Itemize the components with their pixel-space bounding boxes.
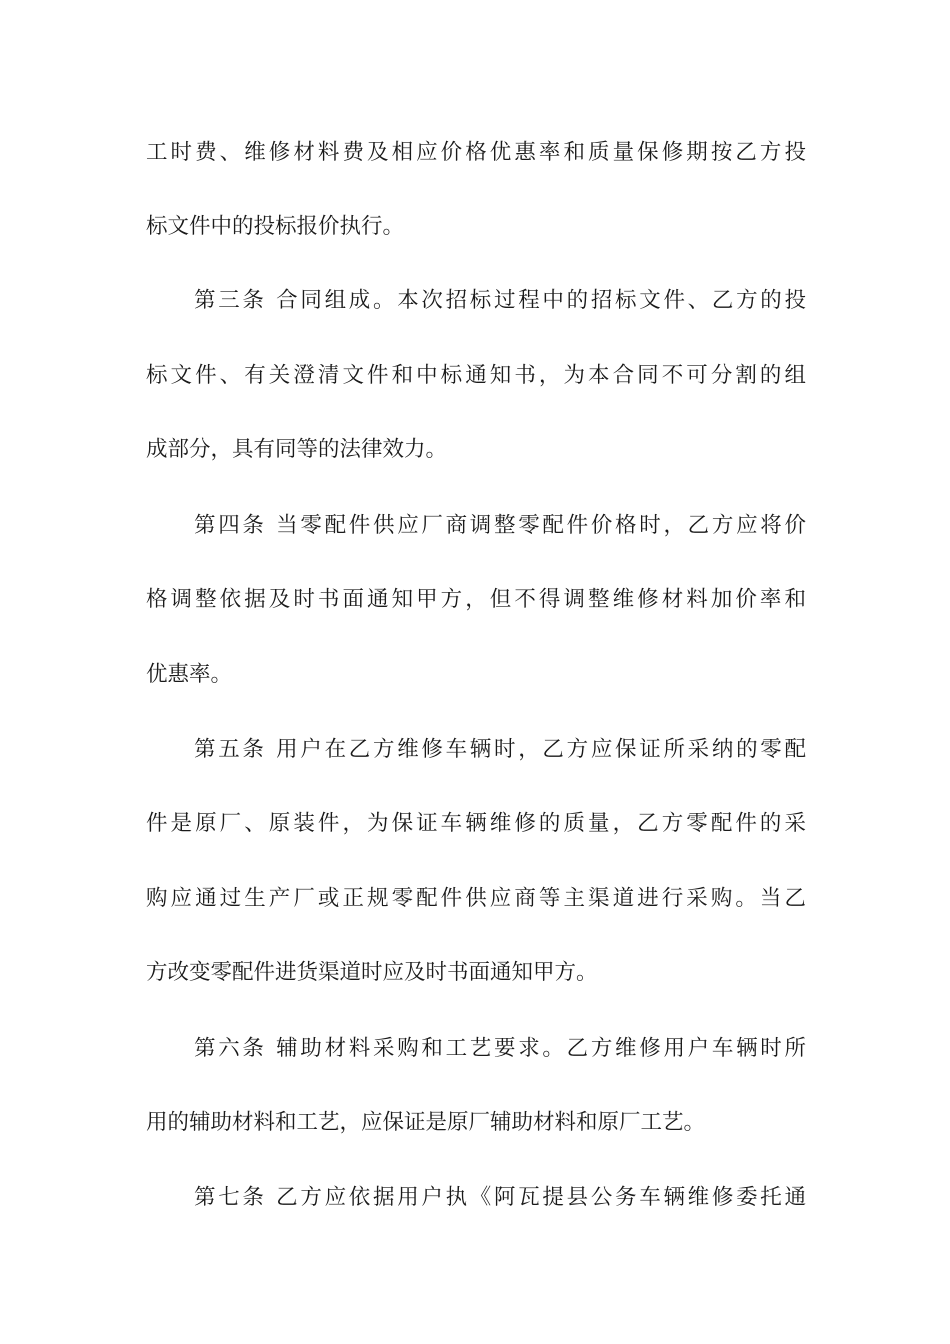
text-line-2: 标文件中的投标报价执行。	[146, 214, 405, 239]
text-line-8: 优惠率。	[146, 662, 233, 687]
text-line-9: 第五条 用户在乙方维修车辆时，乙方应保证所采纳的零配	[194, 737, 806, 762]
text-line-1: 工时费、维修材料费及相应价格优惠率和质量保修期按乙方投	[146, 140, 806, 165]
text-line-11: 购应通过生产厂或正规零配件供应商等主渠道进行采购。当乙	[146, 886, 806, 911]
text-line-3: 第三条 合同组成。本次招标过程中的招标文件、乙方的投	[194, 288, 806, 313]
text-line-14: 用的辅助材料和工艺，应保证是原厂辅助材料和原厂工艺。	[146, 1110, 706, 1135]
text-line-15: 第七条 乙方应依据用户执《阿瓦提县公务车辆维修委托通	[194, 1185, 806, 1210]
text-line-12: 方改变零配件进货渠道时应及时书面通知甲方。	[146, 960, 598, 985]
text-line-10: 件是原厂、原装件，为保证车辆维修的质量，乙方零配件的采	[146, 811, 806, 836]
text-line-7: 格调整依据及时书面通知甲方，但不得调整维修材料加价率和	[146, 587, 806, 612]
text-line-6: 第四条 当零配件供应厂商调整零配件价格时，乙方应将价	[194, 513, 806, 538]
text-line-5: 成部分，具有同等的法律效力。	[146, 437, 448, 462]
text-line-4: 标文件、有关澄清文件和中标通知书，为本合同不可分割的组	[146, 363, 806, 388]
text-line-13: 第六条 辅助材料采购和工艺要求。乙方维修用户车辆时所	[194, 1036, 806, 1061]
